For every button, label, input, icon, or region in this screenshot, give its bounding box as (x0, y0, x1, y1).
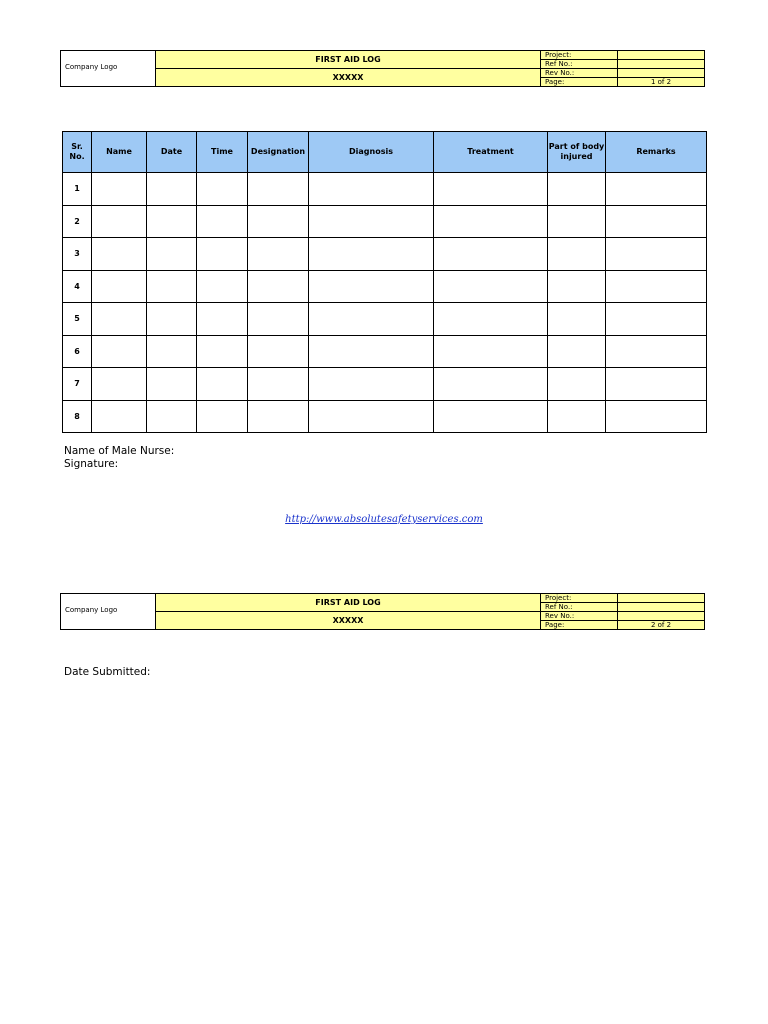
cell-remarks[interactable] (606, 205, 707, 238)
company-logo-placeholder: Company Logo (61, 594, 156, 630)
cell-part-of-body[interactable] (548, 400, 606, 433)
cell-remarks[interactable] (606, 238, 707, 271)
cell-remarks[interactable] (606, 270, 707, 303)
first-aid-log-table (62, 131, 707, 433)
cell-name[interactable] (92, 205, 147, 238)
column-header-name: Name (92, 132, 147, 173)
cell-remarks[interactable] (606, 400, 707, 433)
table-row (63, 238, 707, 271)
rev-no-value (618, 612, 705, 621)
cell-date[interactable] (147, 238, 197, 271)
cell-treatment[interactable] (434, 303, 548, 336)
table-row (63, 173, 707, 206)
cell-diagnosis[interactable] (309, 270, 434, 303)
row-number: 5 (63, 303, 92, 336)
cell-part-of-body[interactable] (548, 335, 606, 368)
cell-designation[interactable] (248, 400, 309, 433)
cell-remarks[interactable] (606, 303, 707, 336)
cell-name[interactable] (92, 400, 147, 433)
project-label: Project: (541, 594, 618, 603)
table-row (63, 205, 707, 238)
page-label: Page: (541, 78, 618, 87)
company-logo-placeholder: Company Logo (61, 51, 156, 87)
cell-diagnosis[interactable] (309, 173, 434, 206)
cell-date[interactable] (147, 335, 197, 368)
row-number: 2 (63, 205, 92, 238)
cell-diagnosis[interactable] (309, 400, 434, 433)
cell-diagnosis[interactable] (309, 303, 434, 336)
cell-designation[interactable] (248, 270, 309, 303)
cell-part-of-body[interactable] (548, 303, 606, 336)
row-number: 6 (63, 335, 92, 368)
cell-designation[interactable] (248, 335, 309, 368)
cell-date[interactable] (147, 173, 197, 206)
column-header-date: Date (147, 132, 197, 173)
cell-treatment[interactable] (434, 205, 548, 238)
website-link[interactable]: http://www.absolutesafetyservices.com (285, 514, 483, 525)
table-row (63, 368, 707, 401)
table-row (63, 303, 707, 336)
column-header-sr-no: Sr. No. (63, 132, 92, 173)
table-row (63, 335, 707, 368)
column-header-remarks: Remarks (606, 132, 707, 173)
page-value: 1 of 2 (618, 78, 705, 87)
cell-treatment[interactable] (434, 173, 548, 206)
male-nurse-name-label: Name of Male Nurse: (64, 445, 175, 457)
document-subtitle: XXXXX (156, 69, 541, 87)
row-number: 8 (63, 400, 92, 433)
row-number: 1 (63, 173, 92, 206)
cell-designation[interactable] (248, 173, 309, 206)
cell-date[interactable] (147, 270, 197, 303)
rev-no-label: Rev No.: (541, 69, 618, 78)
document-subtitle: XXXXX (156, 612, 541, 630)
cell-time[interactable] (197, 368, 248, 401)
cell-time[interactable] (197, 400, 248, 433)
cell-designation[interactable] (248, 205, 309, 238)
cell-designation[interactable] (248, 368, 309, 401)
cell-time[interactable] (197, 173, 248, 206)
cell-part-of-body[interactable] (548, 173, 606, 206)
cell-treatment[interactable] (434, 400, 548, 433)
page-value: 2 of 2 (618, 621, 705, 630)
cell-time[interactable] (197, 205, 248, 238)
column-header-time: Time (197, 132, 248, 173)
cell-part-of-body[interactable] (548, 205, 606, 238)
cell-name[interactable] (92, 368, 147, 401)
cell-time[interactable] (197, 270, 248, 303)
cell-part-of-body[interactable] (548, 270, 606, 303)
cell-remarks[interactable] (606, 335, 707, 368)
cell-part-of-body[interactable] (548, 368, 606, 401)
ref-no-value (618, 60, 705, 69)
cell-time[interactable] (197, 335, 248, 368)
cell-name[interactable] (92, 270, 147, 303)
row-number: 4 (63, 270, 92, 303)
header-block-page-2 (60, 593, 705, 630)
row-number: 7 (63, 368, 92, 401)
signature-label: Signature: (64, 458, 119, 470)
cell-treatment[interactable] (434, 335, 548, 368)
cell-time[interactable] (197, 303, 248, 336)
cell-date[interactable] (147, 303, 197, 336)
cell-name[interactable] (92, 303, 147, 336)
date-submitted-label: Date Submitted: (64, 666, 151, 678)
cell-date[interactable] (147, 400, 197, 433)
column-header-part-of-body: Part of body injured (548, 132, 606, 173)
cell-treatment[interactable] (434, 238, 548, 271)
ref-no-label: Ref No.: (541, 60, 618, 69)
project-label: Project: (541, 51, 618, 60)
rev-no-label: Rev No.: (541, 612, 618, 621)
column-header-treatment: Treatment (434, 132, 548, 173)
row-number: 3 (63, 238, 92, 271)
header-block-page-1 (60, 50, 705, 87)
cell-date[interactable] (147, 368, 197, 401)
cell-diagnosis[interactable] (309, 368, 434, 401)
cell-name[interactable] (92, 173, 147, 206)
cell-name[interactable] (92, 238, 147, 271)
ref-no-label: Ref No.: (541, 603, 618, 612)
table-row (63, 270, 707, 303)
column-header-diagnosis: Diagnosis (309, 132, 434, 173)
project-value (618, 594, 705, 603)
cell-designation[interactable] (248, 238, 309, 271)
cell-name[interactable] (92, 335, 147, 368)
cell-treatment[interactable] (434, 270, 548, 303)
document-title: FIRST AID LOG (156, 51, 541, 69)
cell-part-of-body[interactable] (548, 238, 606, 271)
rev-no-value (618, 69, 705, 78)
cell-date[interactable] (147, 205, 197, 238)
ref-no-value (618, 603, 705, 612)
document-title: FIRST AID LOG (156, 594, 541, 612)
project-value (618, 51, 705, 60)
cell-diagnosis[interactable] (309, 335, 434, 368)
cell-time[interactable] (197, 238, 248, 271)
cell-treatment[interactable] (434, 368, 548, 401)
column-header-designation: Designation (248, 132, 309, 173)
cell-designation[interactable] (248, 303, 309, 336)
cell-remarks[interactable] (606, 368, 707, 401)
cell-diagnosis[interactable] (309, 205, 434, 238)
cell-remarks[interactable] (606, 173, 707, 206)
table-header-row (63, 132, 707, 173)
table-row (63, 400, 707, 433)
page-label: Page: (541, 621, 618, 630)
cell-diagnosis[interactable] (309, 238, 434, 271)
